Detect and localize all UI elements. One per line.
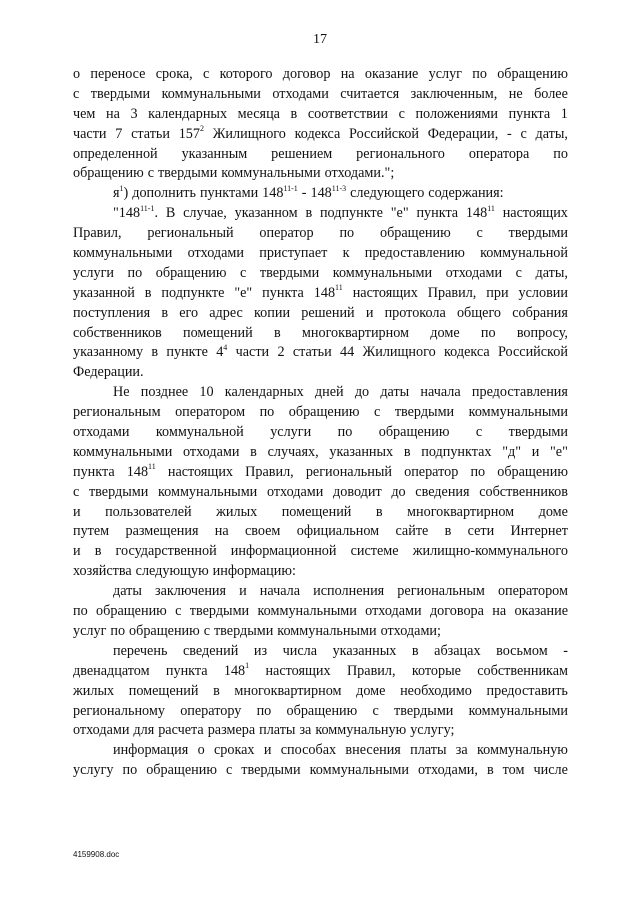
text-line: даты заключения и начала исполнения региональным оператором — [113, 583, 568, 600]
text-line: Федерации. — [73, 364, 144, 381]
text-line: указанному в пункте $4^4$ части 2 статьи 44 Жилищного кодекса Российской — [73, 342, 568, 361]
text-line: перечень сведений из числа указанных в абзацах восьмом - — [113, 642, 568, 659]
text-line: хозяйства следующую информацию: — [73, 563, 296, 580]
text-line: указанной в подпункте "е" пункта $148^{11}$ настоящих Правил, при условии — [73, 283, 568, 301]
document-body — [73, 65, 568, 781]
text-line: региональным оператором по обращению с твердыми коммунальными — [73, 404, 568, 421]
text-line: коммунальными отходами в случаях, указанных в подпунктах "д" и "е" — [73, 443, 568, 460]
text-line: с твердыми коммунальными отходами считается заключенным, не более — [73, 85, 568, 102]
text-line: определенной указанным решением регионального оператора по — [73, 145, 568, 162]
text-line: $я^1$) дополнить пунктами 148$^{11-1}$ - 148$^{11-3}$ следующего содержания: — [113, 183, 504, 202]
text-line: "148$^{11-1}$. В случае, указанном в подпункте "е" пункта $148^{11}$ настоящих — [113, 203, 568, 222]
text-line: региональному оператору по обращению с твердыми коммунальными — [73, 702, 568, 719]
text-line: услугу по обращению с твердыми коммунальными отходами, в том числе — [73, 762, 568, 779]
text-line: отходами коммунальной услуги по обращению с твердыми — [73, 424, 568, 441]
text-line: поступления в его адрес копии решений и протокола общего собрания — [73, 304, 568, 321]
text-line: жилых помещений в многоквартирном доме необходимо предоставить — [73, 682, 568, 699]
text-line: чем на 3 календарных месяца в соответствии с положениями пункта 1 — [73, 105, 568, 122]
text-line: услуг по обращению с твердыми коммунальными отходами; — [73, 622, 441, 639]
text-line: обращению с твердыми коммунальными отходами."; — [73, 165, 395, 182]
page-number: 17 — [313, 32, 327, 47]
text-line: пункта $148^{11}$ настоящих Правил, региональный оператор по обращению — [73, 462, 568, 480]
text-line: по обращению с твердыми коммунальными отходами договора на оказание — [73, 603, 568, 620]
text-line: информация о сроках и способах внесения платы за коммунальную — [113, 742, 568, 759]
file-name-footer: 4159908.doc — [73, 850, 120, 859]
text-line: собственников помещений в многоквартирном доме по вопросу, — [73, 324, 568, 341]
text-line: отходами для расчета размера платы за коммунальную услугу; — [73, 722, 455, 739]
text-line: путем размещения на своем официальном сайте в сети Интернет — [73, 523, 568, 540]
text-line: двенадцатом пункта $148^1$ настоящих Правил, которые собственникам — [73, 660, 568, 679]
text-line: и пользователей жилых помещений в многоквартирном доме — [73, 503, 568, 520]
text-line: Не позднее 10 календарных дней до даты начала предоставления — [113, 384, 568, 401]
text-line: коммунальными отходами приступает к предоставлению коммунальной — [73, 245, 568, 262]
text-line: Правил, региональный оператор по обращению с твердыми — [73, 225, 568, 242]
text-line: услуги по обращению с твердыми коммунальными отходами с даты, — [73, 264, 568, 281]
text-line: и в государственной информационной системе жилищно-коммунального — [73, 543, 568, 560]
text-line: части 7 статьи $157^2$ Жилищного кодекса Российской Федерации, - с даты, — [73, 123, 568, 142]
text-line: с твердыми коммунальными отходами доводит до сведения собственников — [73, 483, 568, 500]
text-line: о переносе срока, с которого договор на оказание услуг по обращению — [73, 66, 568, 82]
